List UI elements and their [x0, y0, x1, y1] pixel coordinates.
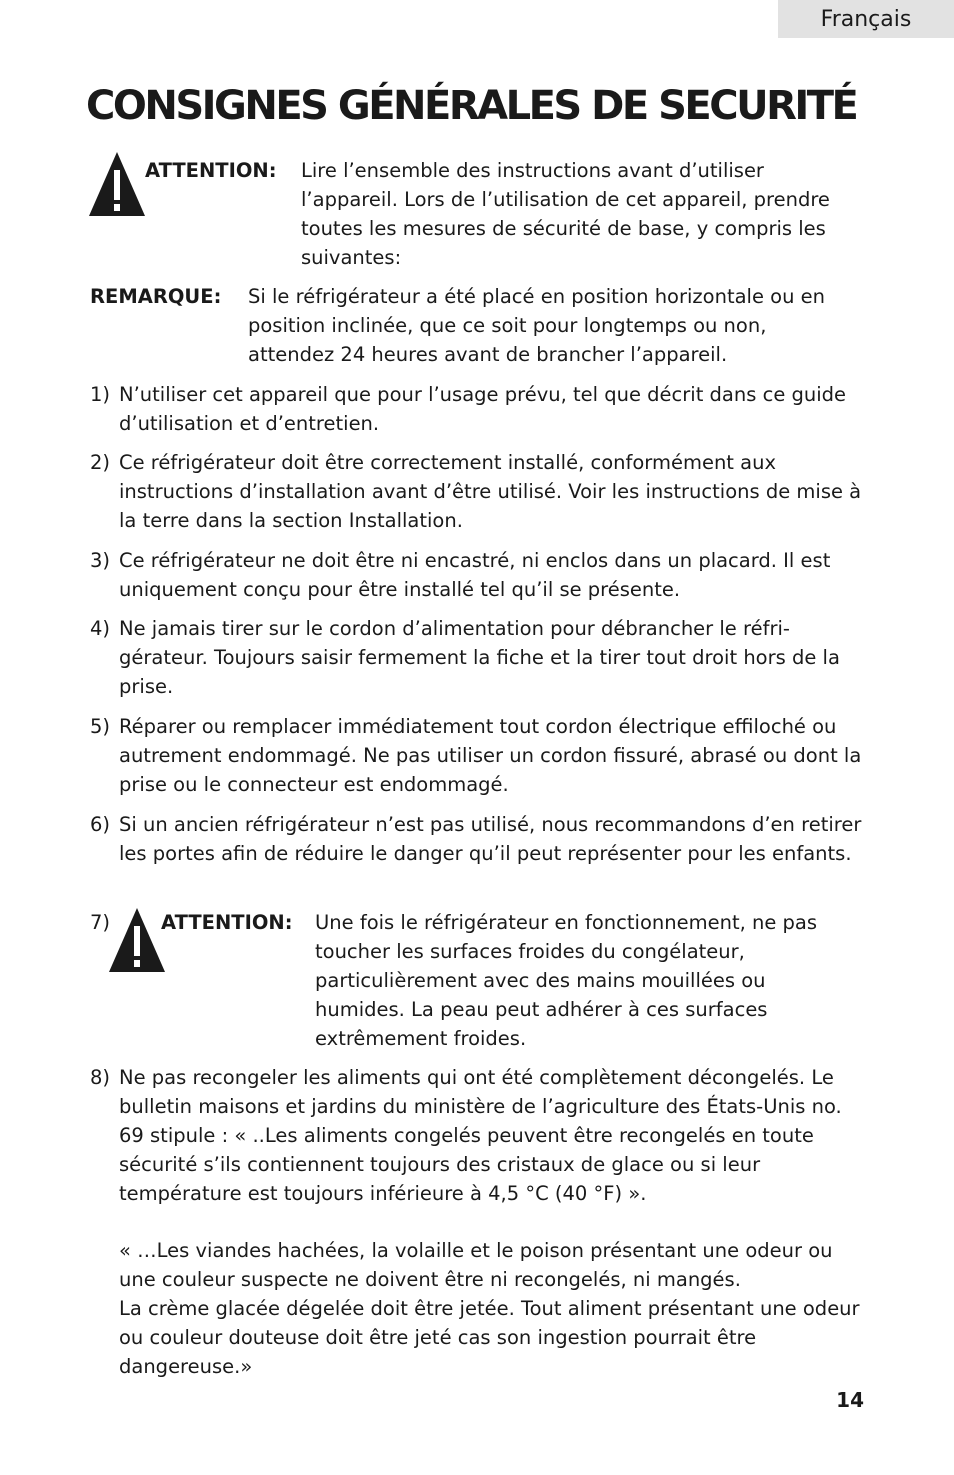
remark-text: Si le réfrigérateur a été placé en position horizontale ou en position inclinée, que ce soit pour longtemps ou non, attendez 24 heures avant de brancher l’appareil.	[248, 285, 825, 366]
quote-paragraph: La crème glacée dégelée doit être jetée. Tout aliment présentant une odeur ou couleur douteuse doit être jeté cas son ingestion pourrait être dangereuse.»	[119, 1297, 860, 1378]
warning-icon	[107, 906, 167, 974]
list-item: Ne pas recongeler les aliments qui ont été complètement décongelés. Le bulletin maisons et jardins du ministère de l’agriculture des États-Unis no. 69 stipule : « ..Les aliments congelés peuvent être recongelés en toute sécurité s’ils contiennent toujours des cristaux de glace ou si leur température est toujours inférieure à 4,5 °C (40 °F) ».	[119, 1066, 842, 1205]
attention-text: Lire l’ensemble des instructions avant d’utiliser l’appareil. Lors de l’utilisation de cet appareil, prendre toutes les mesures de sécurité de base, y compris les suivantes:	[301, 159, 830, 269]
language-tab: Français	[778, 0, 954, 38]
page-title: CONSIGNES GÉNÉRALES DE SECURITÉ	[86, 83, 857, 129]
attention-label: ATTENTION:	[145, 159, 277, 182]
list-item: N’utiliser cet appareil que pour l’usage prévu, tel que décrit dans ce guide d’utilisation et d’entretien.	[119, 383, 847, 435]
item-number: 6)	[90, 813, 111, 836]
item-number: 2)	[90, 451, 111, 474]
attention-text: Une fois le réfrigérateur en fonctionnement, ne pas toucher les surfaces froides du congélateur, particulièrement avec des mains mouillées ou humides. La peau peut adhérer à ces surfaces extrêmement froides.	[315, 911, 818, 1050]
remark-label: REMARQUE:	[90, 285, 222, 308]
item-number: 7)	[90, 911, 111, 934]
item-number: 8)	[90, 1066, 111, 1089]
attention-label: ATTENTION:	[161, 911, 293, 934]
warning-icon	[87, 150, 147, 218]
list-item: Ne jamais tirer sur le cordon d’alimentation pour débrancher le réfri-gérateur. Toujours saisir fermement la fiche et la tirer tout droit hors de la prise.	[119, 617, 840, 698]
quote-paragraph: « …Les viandes hachées, la volaille et le poison présentant une odeur ou une couleur suspecte ne doivent être ni recongelés, ni mangés.	[119, 1239, 833, 1291]
page-number: 14	[836, 1388, 864, 1412]
item-number: 4)	[90, 617, 111, 640]
item-number: 1)	[90, 383, 111, 406]
list-item: Réparer ou remplacer immédiatement tout cordon électrique effiloché ou autrement endommagé. Ne pas utiliser un cordon fissuré, abrasé ou dont la prise ou le connecteur est endommagé.	[119, 715, 862, 796]
item-number: 3)	[90, 549, 111, 572]
list-item: Si un ancien réfrigérateur n’est pas utilisé, nous recommandons d’en retirer les portes afin de réduire le danger qu’il peut représenter pour les enfants.	[119, 813, 862, 865]
item-number: 5)	[90, 715, 111, 738]
list-item: Ce réfrigérateur doit être correctement installé, conformément aux instructions d’installation avant d’être utilisé. Voir les instructions de mise à la terre dans la section Installation.	[119, 451, 862, 532]
list-item: Ce réfrigérateur ne doit être ni encastré, ni enclos dans un placard. Il est uniquement conçu pour être installé tel qu’il se présente.	[119, 549, 831, 601]
